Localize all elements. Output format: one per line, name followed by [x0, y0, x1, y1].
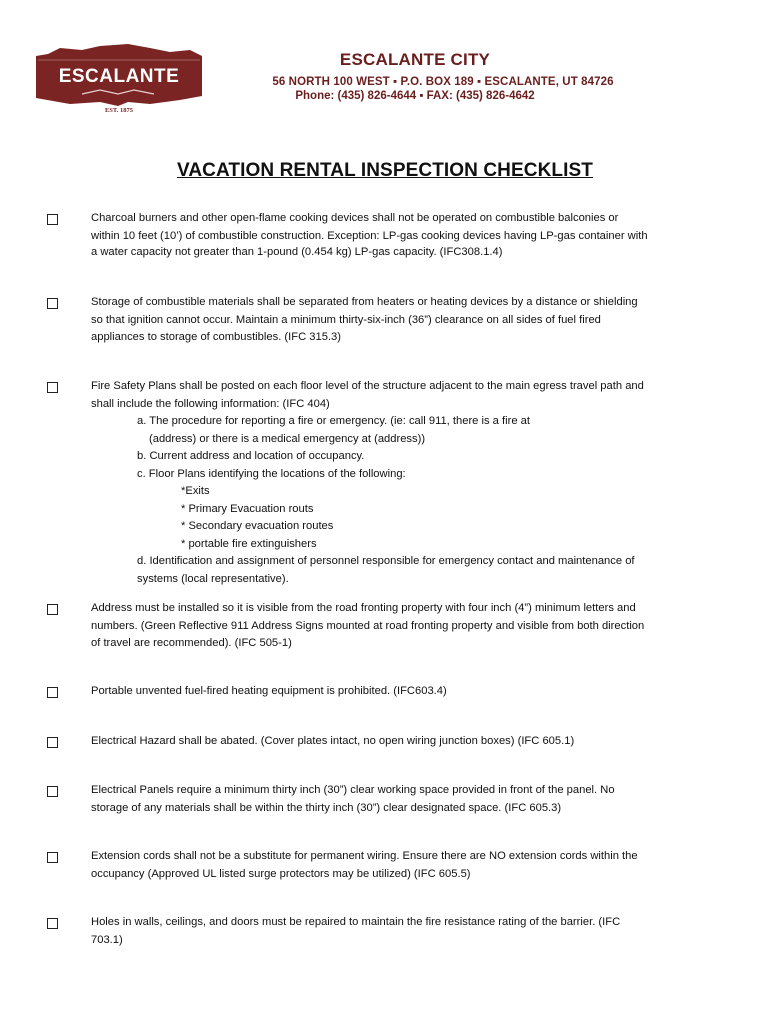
- page-title: VACATION RENTAL INSPECTION CHECKLIST: [177, 160, 593, 181]
- item-text: Electrical Hazard shall be abated. (Cover plates intact, no open wiring junction boxes) (IFC 605.1): [91, 735, 575, 747]
- checkbox[interactable]: [47, 214, 58, 225]
- checkbox[interactable]: [47, 852, 58, 863]
- checkbox[interactable]: [47, 737, 58, 748]
- item-text: Storage of combustible materials shall be separated from heaters or heating devices by a distance or shielding so that ignition cannot occur. Maintain a minimum thirty-six-inch (36”) clearance on all sides of fuel fired appliances to storage of combustibles. (IFC 315.3): [91, 296, 638, 343]
- item-text: Fire Safety Plans shall be posted on each floor level of the structure adjacent to the main egress travel path and shall include the following information: (IFC 404) a. The procedure for reporting a fire or emergency. (ie: call 911, there is a fire at (address) or there is a medical emergency at (address)) b. Current address and location of occupancy. c. Floor Plans identifying the locations of the following: *Exits * Primary Evacuation routs * Secondary evacuation routes * portable fire extinguishers d. Identification and assignment of personnel responsible for emergency contact and maintenance of systems (local representative).: [91, 380, 644, 585]
- org-phone: Phone: (435) 826-4644 ▪ FAX: (435) 826-4642: [295, 90, 535, 102]
- org-name: ESCALANTE CITY: [339, 50, 491, 69]
- logo-established: EST. 1875: [104, 107, 134, 114]
- org-header: [0, 50, 770, 102]
- org-address: 56 NORTH 100 WEST ▪ P.O. BOX 189 ▪ ESCALANTE, UT 84726: [272, 76, 614, 88]
- item-text: Charcoal burners and other open-flame cooking devices shall not be operated on combustible balconies or within 10 feet (10’) of combustible construction. Exception: LP-gas cooking devices having LP-gas container with a water capacity not greater than 1-pound (0.454 kg) LP-gas capacity. (IFC308.1.4): [91, 212, 648, 258]
- item-text: Electrical Panels require a minimum thirty inch (30”) clear working space provided in front of the panel. No storage of any materials shall be within the thirty inch (30”) clear designated space. (IFC 605.3): [91, 784, 615, 814]
- checkbox[interactable]: [47, 298, 58, 309]
- checkbox[interactable]: [47, 604, 58, 615]
- item-text: Extension cords shall not be a substitute for permanent wiring. Ensure there are NO extension cords within the occupancy (Approved UL listed surge protectors may be utilized) (IFC 605.5): [91, 850, 638, 880]
- item-text: Address must be installed so it is visible from the road fronting property with four inch (4”) minimum letters and numbers. (Green Reflective 911 Address Signs mounted at road fronting property and visible from both direction of travel are recommended). (IFC 505-1): [91, 602, 645, 649]
- checkbox[interactable]: [47, 382, 58, 393]
- checkbox[interactable]: [47, 687, 58, 698]
- logo-wordmark: ESCALANTE: [58, 66, 180, 87]
- item-text: Holes in walls, ceilings, and doors must be repaired to maintain the fire resistance rating of the barrier. (IFC 703.1): [91, 916, 621, 946]
- item-text: Portable unvented fuel-fired heating equipment is prohibited. (IFC603.4): [91, 685, 447, 697]
- checkbox[interactable]: [47, 786, 58, 797]
- checkbox[interactable]: [47, 918, 58, 929]
